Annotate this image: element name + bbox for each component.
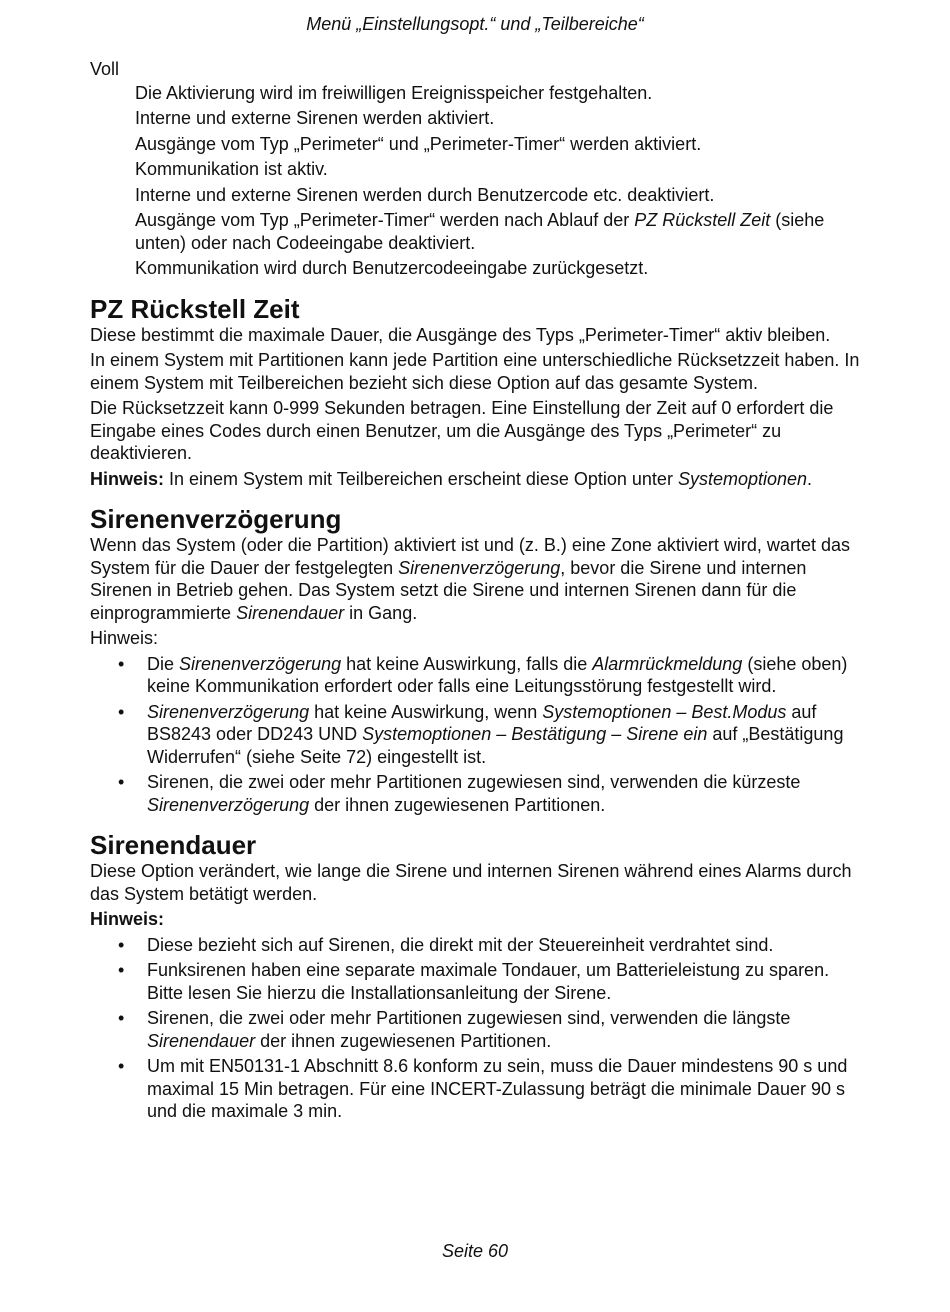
section-title-duration: Sirenendauer: [90, 830, 257, 860]
bullet-icon: •: [118, 701, 125, 722]
paragraph: Die Rücksetzzeit kann 0-999 Sekunden betragen. Eine Einstellung der Zeit auf 0 erfordert die Eingabe eines Codes durch einen Benutzer, um die Ausgänge des Typs „Perimeter“ zu deaktivieren.: [90, 398, 834, 463]
emphasis: Systemoptionen – Bestätigung – Sirene ein: [362, 724, 708, 744]
text: Sirenen, die zwei oder mehr Partitionen zugewiesen sind, verwenden die längste: [147, 1008, 791, 1028]
text: hat keine Auswirkung, falls die: [341, 653, 593, 674]
emphasis: Systemoptionen: [677, 468, 808, 489]
emphasis: Sirenendauer: [236, 602, 345, 623]
text: Sirenen, die zwei oder mehr Partitionen zugewiesen sind, verwenden die kürzeste: [147, 772, 801, 792]
voll-label: Voll: [90, 59, 120, 79]
paragraph: In einem System mit Partitionen kann jede Partition eine unterschiedliche Rücksetzzeit haben. In einem System mit Teilbereichen bezieht sich diese Option auf das gesamte System.: [90, 350, 860, 393]
paragraph: [90, 534, 865, 624]
text: In einem System mit Teilbereichen erscheint diese Option unter: [164, 468, 678, 489]
bullet-icon: •: [118, 772, 125, 792]
emphasis: Systemoptionen – Best.Modus: [542, 701, 787, 722]
voll-lines: [135, 82, 865, 280]
section-title-delay: Sirenenverzögerung: [90, 504, 342, 534]
section-title-pz: PZ Rückstell Zeit: [90, 293, 300, 324]
note-label-text: Hinweis:: [90, 909, 165, 929]
note-label: [90, 908, 865, 931]
emphasis: Alarmrückmeldung: [592, 653, 743, 674]
paragraph: Diese bestimmt die maximale Dauer, die Ausgänge des Typs „Perimeter-Timer“ aktiv bleiben.: [90, 324, 831, 345]
bullet-icon: •: [118, 1056, 125, 1076]
text: Wenn das System (oder die Partition) aktiviert ist und (z. B.) eine Zone aktiviert wird, wartet das System für die Dauer der festgelegten: [90, 535, 850, 578]
bullet-icon: •: [118, 960, 125, 980]
bullet-list: [90, 934, 865, 1123]
document-body: [90, 58, 865, 1126]
text: Funksirenen haben eine separate maximale Tondauer, um Batterieleistung zu sparen. Bitte lesen Sie hierzu die Installationsanleitung der Sirene.: [147, 960, 830, 1003]
voll-line: Interne und externe Sirenen werden durch Benutzercode etc. deaktiviert.: [135, 184, 715, 205]
list-item: [90, 771, 865, 816]
voll-line: Die Aktivierung wird im freiwilligen Ereignisspeicher festgehalten.: [135, 82, 653, 103]
paragraph: Diese Option verändert, wie lange die Sirene und internen Sirenen während eines Alarms durch das System betätigt werden.: [90, 861, 852, 904]
note: [90, 468, 865, 491]
list-item: [90, 701, 865, 769]
text: hat keine Auswirkung, wenn: [309, 701, 543, 722]
emphasis: PZ Rückstell Zeit: [634, 210, 771, 230]
voll-line: Kommunikation wird durch Benutzercodeeingabe zurückgesetzt.: [135, 258, 649, 278]
voll-line: Kommunikation ist aktiv.: [135, 159, 328, 179]
note-label: Hinweis:: [90, 628, 159, 648]
note-label: Hinweis:: [90, 468, 165, 489]
emphasis: Sirenenverzögerung: [179, 653, 342, 674]
text: .: [807, 468, 813, 489]
page-number: Seite 60: [441, 1241, 509, 1261]
text: Diese bezieht sich auf Sirenen, die direkt mit der Steuereinheit verdrahtet sind.: [147, 934, 774, 955]
page-header: Menü „Einstellungsopt.“ und „Teilbereiche“: [306, 14, 644, 34]
bullet-icon: •: [118, 934, 125, 955]
bullet-icon: •: [118, 653, 125, 674]
text: Um mit EN50131-1 Abschnitt 8.6 konform zu sein, muss die Dauer mindestens 90 s und maximal 15 Min betragen. Für eine INCERT-Zulassung beträgt die minimale Dauer 90 s und die maximale 3 min.: [147, 1056, 848, 1121]
bullet-icon: •: [118, 1008, 125, 1028]
list-item: [90, 1055, 865, 1123]
list-item: [90, 1007, 865, 1052]
emphasis: Sirenenverzögerung: [398, 557, 561, 578]
text: in Gang.: [344, 602, 418, 623]
text: (siehe unten) oder nach Codeeingabe deaktiviert.: [135, 210, 825, 253]
text: Ausgänge vom Typ „Perimeter-Timer“ werden nach Ablauf der: [135, 210, 635, 230]
text: (siehe oben) keine Kommunikation erfordert oder falls eine Leitungsstörung festgestellt wird.: [147, 653, 848, 696]
list-item: [90, 959, 865, 1004]
emphasis: Sirenenverzögerung: [147, 701, 310, 722]
emphasis: Sirenenverzögerung: [147, 794, 310, 815]
text: Die: [147, 653, 180, 674]
voll-line: [135, 209, 865, 254]
emphasis: Sirenendauer: [147, 1030, 256, 1051]
list-item: [90, 653, 865, 698]
text: , bevor die Sirene und internen Sirenen in Betrieb gehen. Das System setzt die Sirene und internen Sirenen dann für die einprogrammierte: [90, 557, 807, 623]
text: auf „Bestätigung Widerrufen“ (siehe Seite 72) eingestellt ist.: [147, 724, 844, 767]
voll-line: Ausgänge vom Typ „Perimeter“ und „Perimeter-Timer“ werden aktiviert.: [135, 133, 702, 154]
text: der ihnen zugewiesenen Partitionen.: [255, 1030, 552, 1051]
bullet-list: [90, 653, 865, 817]
list-item: [90, 934, 865, 957]
text: der ihnen zugewiesenen Partitionen.: [309, 794, 606, 815]
text: auf BS8243 oder DD243 UND: [147, 701, 817, 744]
voll-line: Interne und externe Sirenen werden aktiviert.: [135, 108, 495, 128]
